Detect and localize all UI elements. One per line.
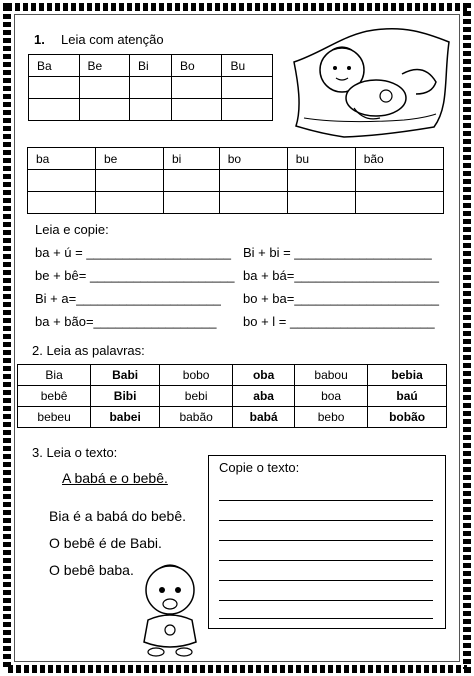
- syllable-cell-blank[interactable]: [79, 99, 130, 121]
- equation-right-2: ba + bá=____________________: [243, 268, 439, 283]
- syllable-cell-blank[interactable]: [163, 170, 219, 192]
- table-row: [28, 170, 444, 192]
- table-row: [18, 386, 447, 407]
- baby-blanket-illustration: [284, 22, 456, 144]
- equation-right-1: Bi + bi = ___________________: [243, 245, 432, 260]
- syllable-cell-blank[interactable]: [219, 192, 287, 214]
- word-cell: bobão: [368, 407, 447, 428]
- syllable-cell-blank[interactable]: [79, 77, 130, 99]
- copy-box-title: Copie o texto:: [219, 460, 300, 475]
- section-1-title: Leia com atenção: [61, 32, 164, 47]
- writing-line[interactable]: [219, 600, 433, 601]
- syllable-cell-blank[interactable]: [29, 77, 80, 99]
- word-cell: oba: [233, 365, 295, 386]
- syllable-cell-blank[interactable]: [29, 99, 80, 121]
- syllable-cell-blank[interactable]: [287, 170, 355, 192]
- copy-text-box[interactable]: [208, 455, 446, 629]
- syllable-cell-header: Ba: [29, 55, 80, 77]
- syllable-cell-blank[interactable]: [219, 170, 287, 192]
- word-cell: aba: [233, 386, 295, 407]
- reading-line-3: O bebê baba.: [49, 562, 134, 578]
- table-row: [28, 148, 444, 170]
- baby-doll-illustration: [130, 560, 210, 658]
- syllable-cell-blank[interactable]: [95, 192, 163, 214]
- table-row: [18, 407, 447, 428]
- word-cell: bebeu: [18, 407, 91, 428]
- section-3-title: 3. Leia o texto:: [32, 445, 118, 460]
- syllable-table-uppercase: [28, 54, 273, 121]
- equation-right-3: bo + ba=____________________: [243, 291, 439, 306]
- writing-line[interactable]: [219, 580, 433, 581]
- word-cell: babei: [91, 407, 160, 428]
- word-cell: babá: [233, 407, 295, 428]
- table-row: [29, 77, 273, 99]
- word-cell: boa: [295, 386, 368, 407]
- equation-left-4: ba + bão=_________________: [35, 314, 217, 329]
- table-row: [28, 192, 444, 214]
- equation-left-1: ba + ú = ____________________: [35, 245, 231, 260]
- syllable-cell-blank[interactable]: [28, 192, 96, 214]
- equation-right-4: bo + l = ____________________: [243, 314, 435, 329]
- syllable-cell-header: bo: [219, 148, 287, 170]
- syllable-cell-blank[interactable]: [222, 99, 273, 121]
- syllable-cell-blank[interactable]: [355, 170, 443, 192]
- reading-line-1: Bia é a babá do bebê.: [49, 508, 187, 524]
- table-row: [29, 99, 273, 121]
- word-cell: bebo: [295, 407, 368, 428]
- syllable-cell-header: bão: [355, 148, 443, 170]
- syllable-cell-blank[interactable]: [130, 99, 172, 121]
- syllable-cell-blank[interactable]: [222, 77, 273, 99]
- syllable-cell-blank[interactable]: [171, 77, 222, 99]
- word-cell: bobo: [160, 365, 233, 386]
- equation-left-2: be + bê= ____________________: [35, 268, 235, 283]
- syllable-cell-blank[interactable]: [171, 99, 222, 121]
- word-cell: Bia: [18, 365, 91, 386]
- writing-line[interactable]: [219, 520, 433, 521]
- word-cell: baú: [368, 386, 447, 407]
- section-1-number: 1.: [34, 32, 45, 47]
- syllable-cell-header: bu: [287, 148, 355, 170]
- writing-line[interactable]: [219, 560, 433, 561]
- syllable-cell-blank[interactable]: [355, 192, 443, 214]
- syllable-cell-header: Bu: [222, 55, 273, 77]
- word-reading-table: [17, 364, 447, 428]
- syllable-cell-blank[interactable]: [95, 170, 163, 192]
- syllable-cell-header: ba: [28, 148, 96, 170]
- writing-line[interactable]: [219, 618, 433, 619]
- section-2-title: 2. Leia as palavras:: [32, 343, 145, 358]
- word-cell: babão: [160, 407, 233, 428]
- syllable-cell-blank[interactable]: [163, 192, 219, 214]
- syllable-cell-header: bi: [163, 148, 219, 170]
- writing-line[interactable]: [219, 500, 433, 501]
- word-cell: babou: [295, 365, 368, 386]
- syllable-cell-header: Be: [79, 55, 130, 77]
- word-cell: bebia: [368, 365, 447, 386]
- word-cell: bebê: [18, 386, 91, 407]
- table-row: [29, 55, 273, 77]
- equation-left-3: Bi + a=____________________: [35, 291, 221, 306]
- word-cell: Bibi: [91, 386, 160, 407]
- word-cell: Babi: [91, 365, 160, 386]
- reading-text-title: A babá e o bebê.: [62, 470, 168, 486]
- syllable-cell-header: Bo: [171, 55, 222, 77]
- copy-exercise-title: Leia e copie:: [35, 222, 109, 237]
- writing-line[interactable]: [219, 540, 433, 541]
- syllable-cell-blank[interactable]: [28, 170, 96, 192]
- syllable-cell-blank[interactable]: [130, 77, 172, 99]
- syllable-cell-header: Bi: [130, 55, 172, 77]
- reading-line-2: O bebê é de Babi.: [49, 535, 162, 551]
- syllable-table-lowercase: [27, 147, 444, 214]
- syllable-cell-header: be: [95, 148, 163, 170]
- table-row: [18, 365, 447, 386]
- syllable-cell-blank[interactable]: [287, 192, 355, 214]
- word-cell: bebi: [160, 386, 233, 407]
